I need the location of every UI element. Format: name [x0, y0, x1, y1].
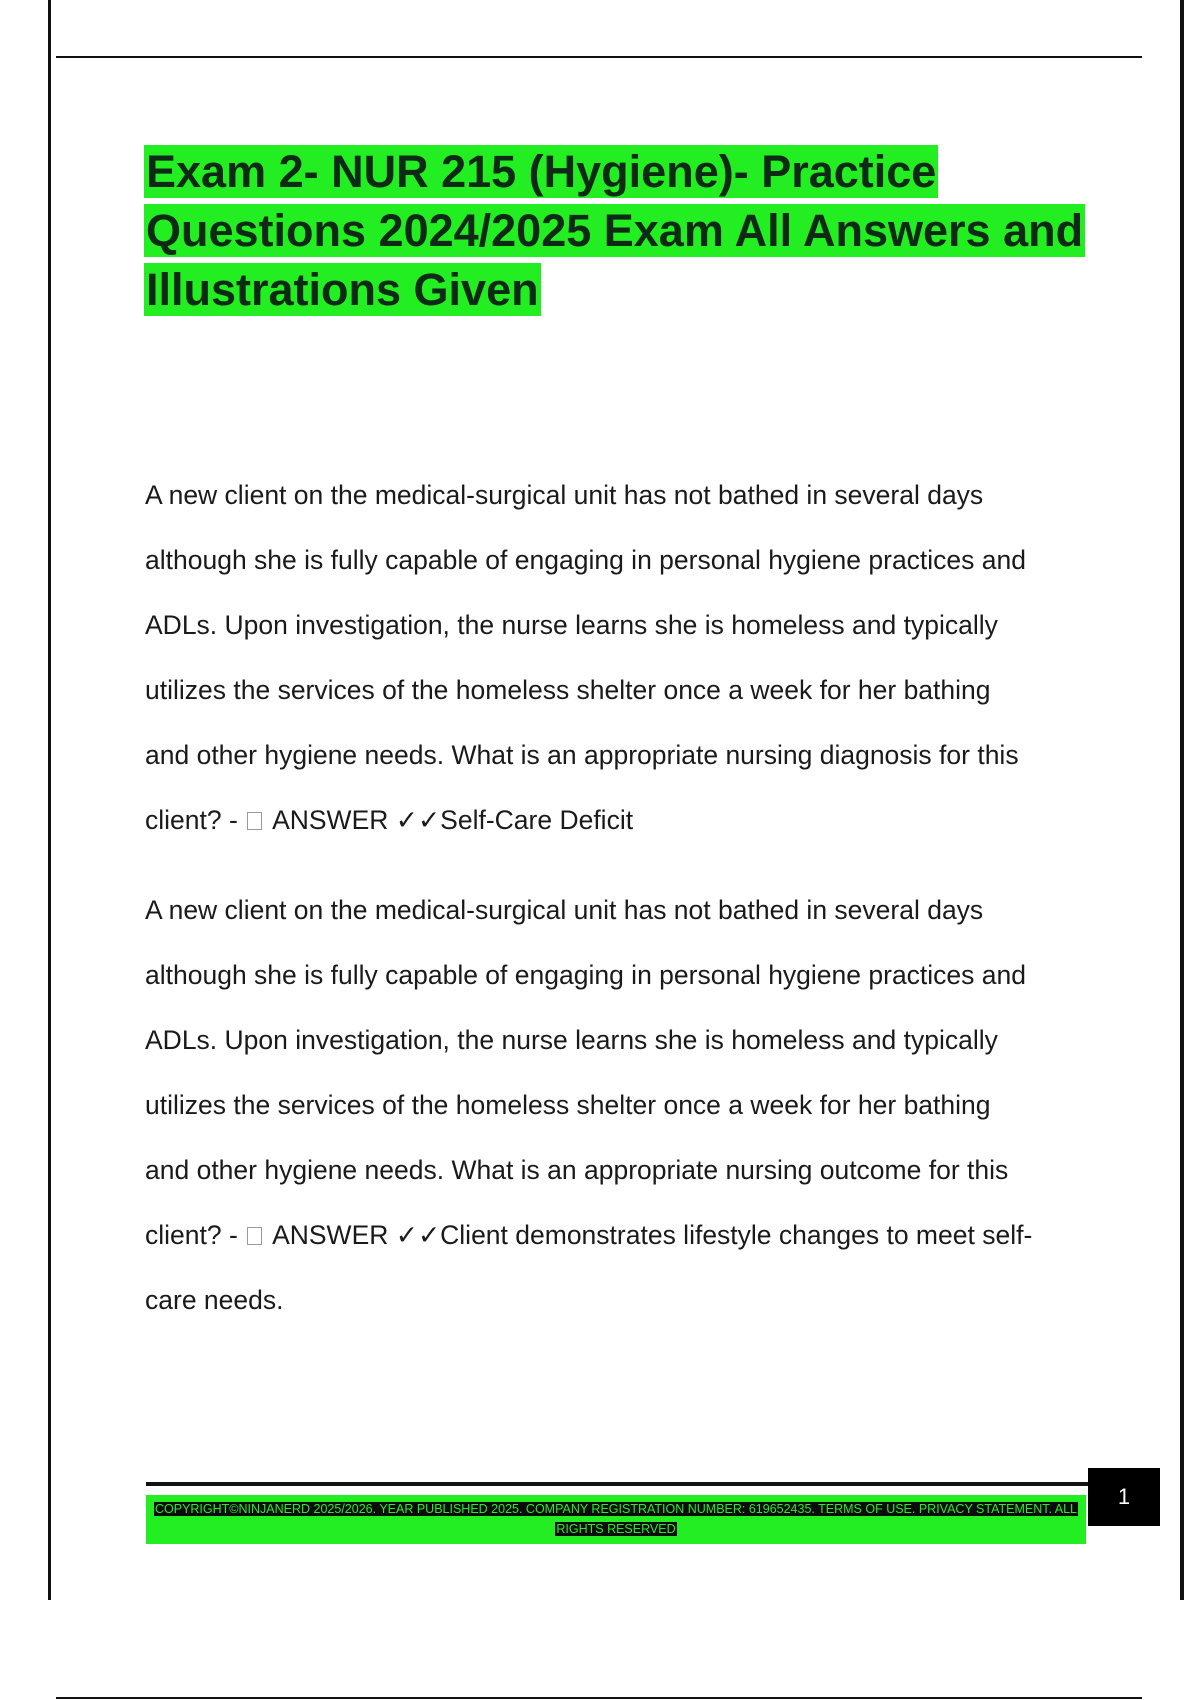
- question-1-line-2: although she is fully capable of engaging in personal hygiene practices and: [145, 545, 1026, 575]
- question-2-answer-prefix: client? -: [145, 1220, 238, 1250]
- question-2-answer: ANSWER ✓✓Client demonstrates lifestyle changes to meet self-: [266, 1220, 1033, 1250]
- bottom-rule: [56, 1697, 1142, 1699]
- question-1-answer: ANSWER ✓✓Self-Care Deficit: [266, 805, 634, 835]
- missing-glyph-box-icon: [247, 812, 262, 830]
- page-left-border: [48, 0, 51, 1600]
- question-block-1: [145, 463, 1095, 853]
- document-title-text: Exam 2- NUR 215 (Hygiene)- Practice Questions 2024/2025 Exam All Answers and Illustrations Given: [146, 146, 1084, 315]
- question-2-line-2: although she is fully capable of engaging in personal hygiene practices and: [145, 960, 1026, 990]
- footer-copyright-band: [146, 1495, 1086, 1544]
- question-1-answer-prefix: client? -: [145, 805, 238, 835]
- question-2-line-3: ADLs. Upon investigation, the nurse learns she is homeless and typically: [145, 1025, 998, 1055]
- question-1-line-1: A new client on the medical-surgical unit has not bathed in several days: [145, 480, 984, 510]
- question-2-line-5: and other hygiene needs. What is an appropriate nursing outcome for this: [145, 1155, 1009, 1185]
- question-2-line-4: utilizes the services of the homeless shelter once a week for her bathing: [145, 1090, 991, 1120]
- top-rule: [56, 56, 1142, 58]
- missing-glyph-box-icon: [247, 1227, 262, 1245]
- question-2-line-1: A new client on the medical-surgical unit has not bathed in several days: [145, 895, 984, 925]
- question-block-2: [145, 878, 1095, 1333]
- question-1-line-5: and other hygiene needs. What is an appropriate nursing diagnosis for this: [145, 740, 1019, 770]
- question-2-answer-line: [145, 1203, 1095, 1268]
- question-1-line-3: ADLs. Upon investigation, the nurse learns she is homeless and typically: [145, 610, 998, 640]
- page-number: 1: [1088, 1468, 1160, 1526]
- question-1-line-4: utilizes the services of the homeless shelter once a week for her bathing: [145, 675, 991, 705]
- question-1-answer-line: [145, 788, 1095, 853]
- page-right-border: [1180, 0, 1184, 1600]
- question-2-answer-continuation: care needs.: [145, 1285, 284, 1315]
- footer-rule: [146, 1482, 1090, 1486]
- document-title: [144, 142, 1084, 319]
- footer-copyright-text: COPYRIGHT©NINJANERD 2025/2026. YEAR PUBLISHED 2025. COMPANY REGISTRATION NUMBER: 619652435. TERMS OF USE. PRIVACY STATEMENT. ALL RIGHTS RESERVED: [154, 1502, 1077, 1536]
